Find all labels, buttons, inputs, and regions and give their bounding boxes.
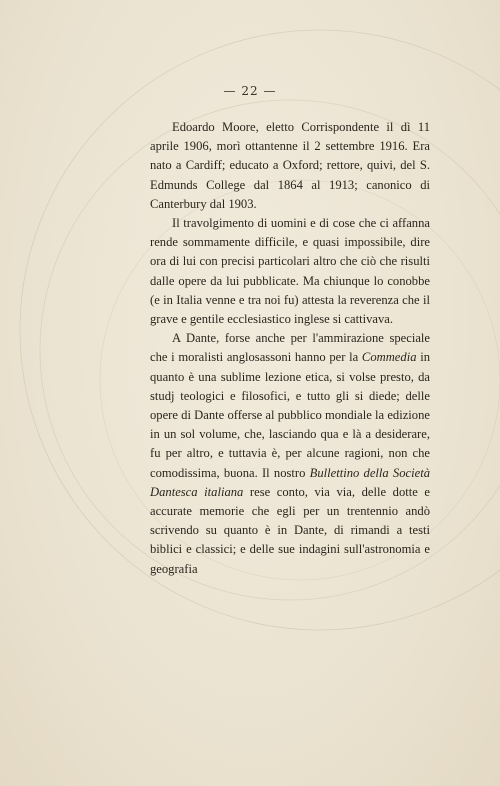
- paragraph-2: [150, 214, 430, 329]
- paragraph-1-text: Edoardo Moore, eletto Corrispondente il dì 11 aprile 1906, morì ottantenne il 2 settembre 1916. Era nato a Cardiff; educato a Oxford; rettore, quivi, del S. Edmunds College dal 1864 al 1913; canonico di Canterbury dal 1903.: [150, 120, 430, 211]
- paragraph-2-text: Il travolgimento di uomini e di cose che ci affanna rende sommamente difficile, e quasi impossibile, dire ora di lui con precisi particolari altro che ciò che risulti dalle opere da lui pubblicate. Ma chiunque lo conobbe (e in Italia venne e tra noi fu) attesta la reverenza che il grave e gentile ecclesiastico inglese si cattivava.: [150, 216, 430, 327]
- page-number: — 22 —: [223, 84, 277, 98]
- paragraph-3: [150, 329, 430, 579]
- paragraph-3-text-c: rese conto, via via, delle dotte e accurate memorie che egli per un trentennio andò scrivendo su quanto è in Dante, di rimandi a testi biblici e classici; e delle sue indagini sull'astronomia e geografia: [150, 484, 430, 576]
- paragraph-1: [150, 118, 430, 214]
- paragraph-3-text-b: in quanto è una sublime lezione etica, si volse presto, da studj teologici e filosofici, e tutto gli si diede; delle opere di Dante offerse al pubblico mondiale la edizione in un sol volume, che, lasciando qua e là a desiderare, fu per altro, e tuttavia è, per alcune ragioni, non che comodissima, buona. Il nostro: [150, 350, 430, 480]
- title-commedia: Commedia: [361, 350, 417, 365]
- body-text: [150, 118, 430, 579]
- paragraph-3-text-a: A Dante, forse anche per l'ammirazione speciale che i moralisti anglosassoni hanno per la: [150, 331, 430, 365]
- title-bullettino: Bullettino della Società Dantesca italiana: [150, 465, 430, 499]
